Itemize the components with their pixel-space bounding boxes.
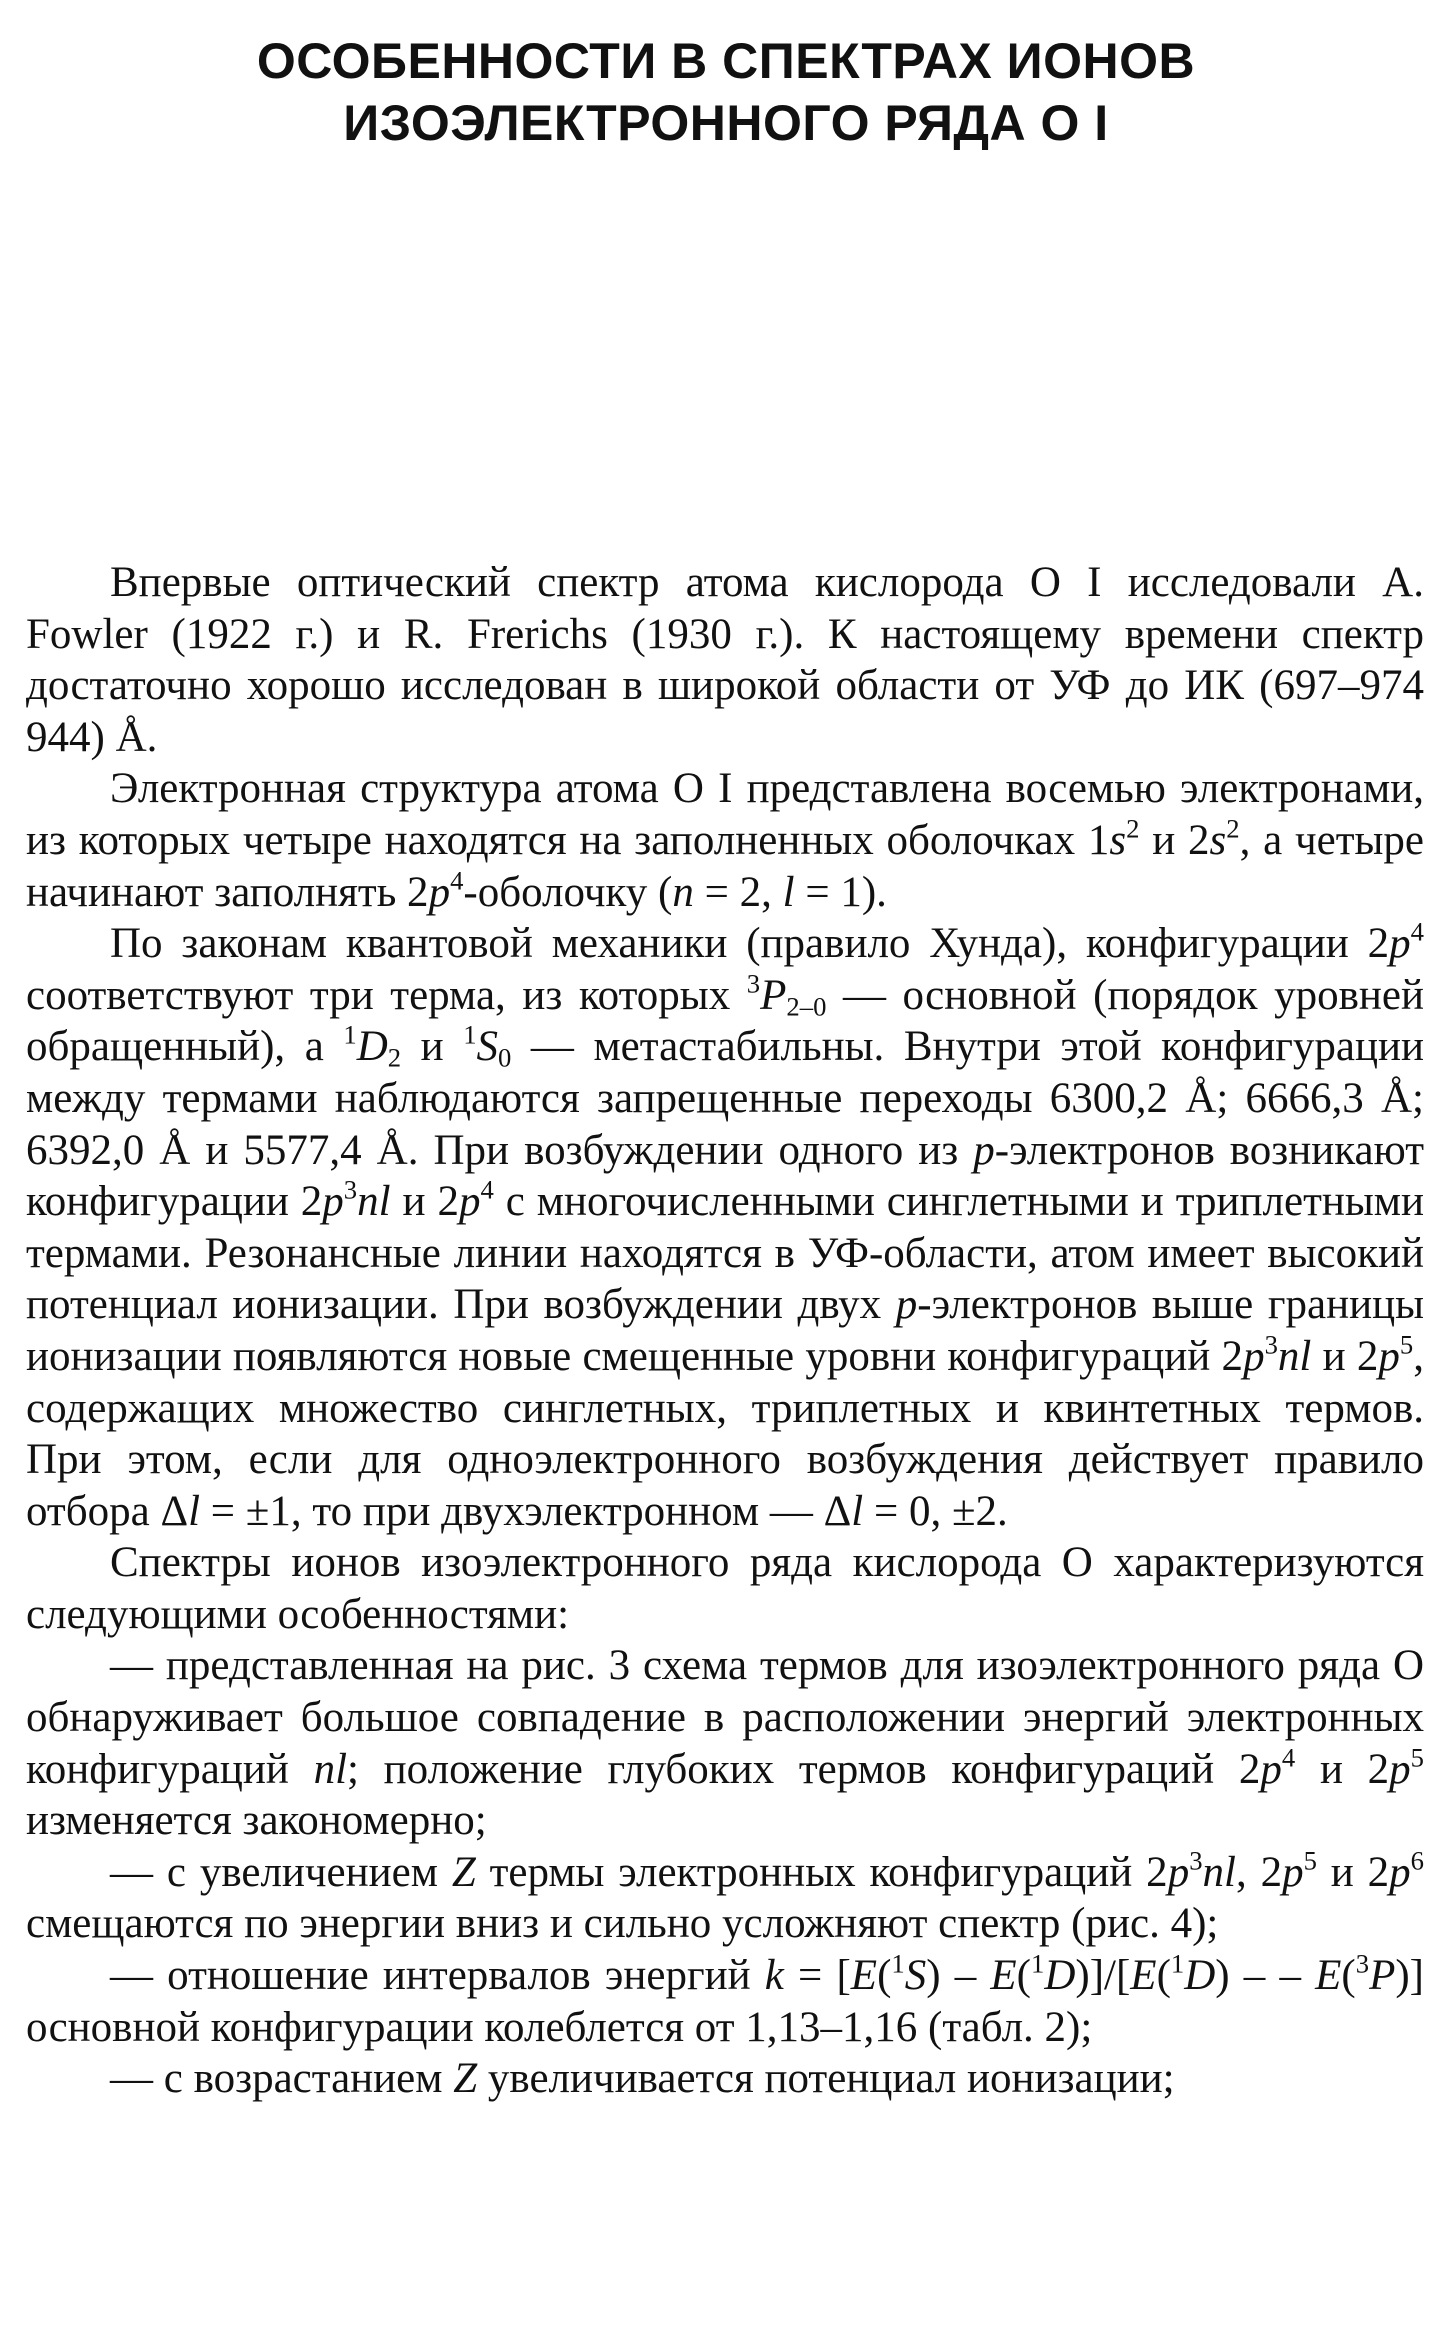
text-run: ( — [1016, 1952, 1031, 2000]
text-run: ; положение глубоких термов конфигураций 2 — [347, 1745, 1261, 1793]
superscript: 6 — [1410, 1845, 1424, 1876]
superscript: 5 — [1303, 1845, 1317, 1876]
superscript: 1 — [1170, 1948, 1185, 1979]
list-item-4 — [26, 2053, 1424, 2105]
text-run: — с увеличением — [110, 1848, 452, 1896]
italic-symbol: l — [851, 1487, 864, 1535]
text-run: Спектры ионов изоэлектронного ряда кислорода O характеризуются следующими особенностями: — [26, 1539, 1424, 1638]
list-item-2 — [26, 1847, 1424, 1950]
italic-symbol: E — [1130, 1952, 1157, 2000]
superscript: 4 — [480, 1174, 494, 1205]
text-run: -электронов возникают конфигурации 2 — [26, 1126, 1424, 1226]
title-line-1: ОСОБЕННОСТИ В СПЕКТРАХ ИОНОВ — [256, 33, 1196, 89]
italic-symbol: E — [990, 1952, 1017, 2000]
paragraph-2 — [26, 763, 1424, 918]
italic-symbol: D — [1044, 1952, 1076, 2000]
text-run: ( — [1341, 1952, 1356, 2000]
text-run: = [ — [783, 1952, 851, 2000]
superscript: 4 — [450, 865, 464, 896]
text-run: -электронов выше границы ионизации появляются новые смещенные уровни конфигураций 2 — [26, 1281, 1424, 1380]
superscript: 3 — [1189, 1845, 1203, 1876]
text-run: и 2 — [1295, 1745, 1390, 1793]
superscript: 1 — [463, 1019, 477, 1050]
italic-symbol: D — [1184, 1952, 1216, 2000]
subscript: 0 — [498, 1043, 512, 1073]
subscript: 2 — [387, 1043, 402, 1073]
text-run: Впервые оптический спектр атома кислорода O I исследовали A. Fowler (1922 г.) и R. Frerichs (1930 г.). К настоящему времени спектр достаточно хорошо исследован в широкой области от УФ до ИК (697–974 944) Å. — [26, 559, 1424, 761]
superscript: 1 — [891, 1948, 905, 1979]
italic-symbol: nl — [1277, 1332, 1312, 1380]
italic-symbol: p — [1282, 1848, 1304, 1896]
text-run: термы электронных конфигураций 2 — [475, 1848, 1168, 1896]
text-run: Электронная структура атома O I представлена восемью электронами, из которых четыре находятся на заполненных оболочках 1 — [26, 765, 1424, 864]
italic-symbol: P — [760, 971, 787, 1019]
text-run: )]/[ — [1075, 1952, 1131, 2000]
subscript: 2–0 — [786, 991, 827, 1022]
text-run: и 2 — [390, 1178, 459, 1226]
italic-symbol: nl — [357, 1178, 391, 1226]
superscript: 4 — [1281, 1742, 1296, 1773]
text-run: и 2 — [1139, 816, 1210, 864]
text-run: увеличивается потенциал ионизации; — [477, 2055, 1175, 2103]
italic-symbol: S — [476, 1023, 499, 1071]
italic-symbol: p — [1378, 1332, 1400, 1380]
text-run: смещаются по энергии вниз и сильно усложняют спектр (рис. 4); — [26, 1900, 1219, 1948]
paragraph-1 — [26, 557, 1424, 763]
text-run: ) – — [926, 1952, 991, 2000]
text-run: — основной (порядок уровней обращенный), а — [26, 971, 1424, 1071]
superscript: 1 — [343, 1019, 357, 1050]
text-run: соответствуют три терма, из которых — [26, 971, 747, 1019]
italic-symbol: Z — [451, 1848, 476, 1896]
italic-symbol: s — [1209, 816, 1227, 864]
italic-symbol: p — [1389, 1848, 1411, 1896]
italic-symbol: p — [973, 1126, 995, 1174]
body-text — [26, 557, 1424, 2105]
superscript: 3 — [1355, 1948, 1370, 1979]
text-run: По законам квантовой механики (правило Хунда), конфигурации 2 — [110, 920, 1390, 968]
superscript: 3 — [746, 968, 761, 999]
text-run: )] основной конфигурации колеблется от 1,13–1,16 (табл. 2); — [26, 1952, 1424, 2051]
paragraph-4 — [26, 1537, 1424, 1640]
superscript: 2 — [1226, 813, 1240, 844]
italic-symbol: p — [458, 1178, 481, 1226]
text-run: ) – – — [1215, 1952, 1316, 2000]
text-run: — с возрастанием — [110, 2055, 454, 2103]
text-run: и 2 — [1311, 1332, 1379, 1380]
italic-symbol: p — [428, 868, 451, 916]
italic-symbol: p — [1243, 1332, 1265, 1380]
italic-symbol: l — [188, 1487, 201, 1535]
italic-symbol: E — [1315, 1952, 1342, 2000]
italic-symbol: P — [1369, 1952, 1396, 2000]
italic-symbol: p — [1167, 1848, 1190, 1896]
italic-symbol: p — [1260, 1745, 1282, 1793]
paragraph-3 — [26, 918, 1424, 1537]
text-run: ( — [1156, 1952, 1171, 2000]
text-run: — отношение интервалов энергий — [110, 1952, 765, 2000]
italic-symbol: S — [904, 1952, 927, 2000]
italic-symbol: nl — [1202, 1848, 1236, 1896]
italic-symbol: p — [322, 1178, 344, 1226]
text-run: = 2, — [693, 868, 783, 916]
italic-symbol: k — [764, 1952, 784, 2000]
italic-symbol: s — [1109, 816, 1127, 864]
text-run: — метастабильны. Внутри этой конфигурации между термами наблюдаются запрещенные переходы 6300,2 Å; 6666,3 Å; 6392,0 Å и 5577,4 Å. При возбуждении одного из — [26, 1023, 1424, 1174]
superscript: 3 — [1264, 1329, 1278, 1360]
text-run: и 2 — [1316, 1848, 1390, 1896]
superscript: 5 — [1410, 1742, 1424, 1773]
text-run: -оболочку ( — [463, 868, 673, 916]
text-run: = ±1, то при двухэлектронном — Δ — [200, 1487, 852, 1535]
superscript: 4 — [1410, 916, 1424, 947]
italic-symbol: l — [782, 868, 795, 916]
italic-symbol: nl — [313, 1745, 348, 1793]
text-run: — представленная на рис. 3 схема термов для изоэлектронного ряда O обнаруживает большое совпадение в расположении энергий электронных конфигураций — [26, 1642, 1424, 1793]
text-run: ( — [877, 1952, 892, 2000]
italic-symbol: D — [356, 1023, 388, 1071]
text-run: изменяется закономерно; — [26, 1797, 487, 1845]
page-title — [0, 30, 1452, 154]
text-run: = 1). — [794, 868, 887, 916]
text-run: = 0, ±2. — [863, 1487, 1008, 1535]
superscript: 5 — [1399, 1329, 1414, 1360]
italic-symbol: p — [1389, 1745, 1411, 1793]
italic-symbol: E — [850, 1952, 878, 2000]
text-run: , а четыре начинают заполнять 2 — [26, 816, 1424, 916]
superscript: 2 — [1126, 813, 1140, 844]
italic-symbol: p — [895, 1281, 918, 1329]
text-run: и — [401, 1023, 464, 1071]
italic-symbol: Z — [453, 2055, 478, 2103]
text-run: , содержащих множество синглетных, триплетных и квинтетных термов. При этом, если для одноэлектронного возбуждения действует правило отбора Δ — [26, 1332, 1424, 1535]
title-line-2: ИЗОЭЛЕКТРОННОГО РЯДА О I — [343, 95, 1109, 151]
text-run: , 2 — [1235, 1848, 1283, 1896]
list-item-3 — [26, 1950, 1424, 2053]
italic-symbol: n — [672, 868, 694, 916]
superscript: 1 — [1031, 1948, 1045, 1979]
list-item-1 — [26, 1640, 1424, 1846]
text-run: с многочисленными синглетными и триплетными термами. Резонансные линии находятся в УФ-области, атом имеет высокий потенциал ионизации. При возбуждении двух — [26, 1178, 1424, 1329]
superscript: 3 — [343, 1174, 358, 1205]
italic-symbol: p — [1389, 920, 1411, 968]
